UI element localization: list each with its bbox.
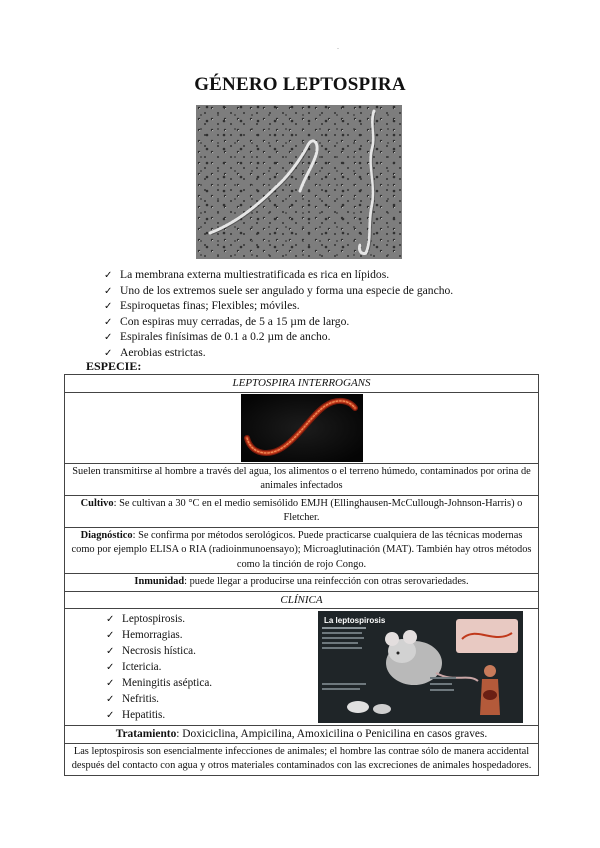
features-list bbox=[104, 267, 453, 361]
checkmark-icon: ✓ bbox=[106, 614, 115, 625]
tratamiento-label: Tratamiento bbox=[115, 728, 177, 740]
list-item: ✓ Aerobias estrictas. bbox=[104, 345, 453, 361]
diagnostico-row bbox=[65, 527, 539, 574]
species-table bbox=[64, 374, 539, 776]
micrograph-image bbox=[196, 105, 402, 259]
cultivo-text: : Se cultivan a 30 °C en el medio semisólido EMJH (Ellinghausen-McCullough-Johnson-Harris) o Fletcher. bbox=[113, 497, 523, 523]
checkmark-icon: ✓ bbox=[104, 270, 113, 281]
list-item: ✓ Ictericia. bbox=[106, 659, 306, 675]
transmission-text: Suelen transmitirse al hombre a través del agua, los alimentos o el terreno húmedo, contaminados por orina de animales infectados bbox=[65, 463, 539, 495]
inmunidad-label: Inmunidad bbox=[134, 576, 185, 587]
diagnostico-label: Diagnóstico bbox=[80, 529, 133, 541]
species-name-header: LEPTOSPIRA INTERROGANS bbox=[65, 375, 539, 393]
cultivo-row bbox=[65, 495, 539, 527]
checkmark-icon: ✓ bbox=[104, 316, 113, 328]
checkmark-icon: ✓ bbox=[106, 710, 115, 721]
infographic-title: La leptospirosis bbox=[324, 616, 386, 625]
checkmark-icon: ✓ bbox=[106, 630, 115, 641]
list-item: ✓ Necrosis hística. bbox=[106, 643, 306, 659]
inmunidad-row bbox=[65, 574, 539, 592]
checkmark-icon: ✓ bbox=[106, 646, 115, 657]
list-item: ✓ La membrana externa multiestratificada es rica en lípidos. bbox=[104, 267, 453, 283]
checkmark-icon: ✓ bbox=[104, 285, 113, 297]
diagnostico-text: : Se confirma por métodos serológicos. Puede practicarse cualquiera de las técnicas modernas como por ejemplo ELISA o RIA (radioinmunoensayo); Microaglutinación (MAT). También hay otros métodos como la tinción de rojo Congo. bbox=[71, 529, 532, 570]
checkmark-icon: ✓ bbox=[106, 694, 115, 705]
list-item: ✓ Espiroquetas finas; Flexibles; móviles. bbox=[104, 298, 453, 314]
tratamiento-row bbox=[65, 726, 539, 744]
checkmark-icon: ✓ bbox=[104, 301, 113, 313]
list-item: ✓ Leptospirosis. bbox=[106, 611, 306, 627]
clinica-content bbox=[65, 609, 539, 726]
conclusion-text: Las leptospirosis son esencialmente infecciones de animales; el hombre las contrae sólo de manera accidental después del contacto con agua y otros materiales contaminados con las excreciones de animales hospedadores. bbox=[65, 743, 539, 775]
infographic-image bbox=[318, 611, 523, 723]
list-item: ✓ Con espiras muy cerradas, de 5 a 15 µm de largo. bbox=[104, 314, 453, 330]
clinica-list bbox=[68, 611, 306, 723]
list-item: ✓ Uno de los extremos suele ser angulado y forma una especie de gancho. bbox=[104, 283, 453, 299]
tratamiento-text: : Doxiciclina, Ampicilina, Amoxicilina o Penicilina en casos graves. bbox=[176, 728, 488, 740]
list-item: ✓ Espirales finísimas de 0.1 a 0.2 µm de ancho. bbox=[104, 329, 453, 345]
bacterium-image-cell bbox=[65, 392, 539, 463]
bacterium-image bbox=[241, 394, 363, 462]
checkmark-icon: ✓ bbox=[104, 347, 113, 359]
list-item: ✓ Hemorragias. bbox=[106, 627, 306, 643]
list-item: ✓ Meningitis aséptica. bbox=[106, 675, 306, 691]
page-title: GÉNERO LEPTOSPIRA bbox=[194, 74, 406, 95]
cultivo-label: Cultivo bbox=[80, 497, 114, 509]
checkmark-icon: ✓ bbox=[106, 678, 115, 689]
inmunidad-text: : puede llegar a producirse una reinfección con otras serovariedades. bbox=[184, 576, 469, 587]
clinica-header: CLÍNICA bbox=[65, 591, 539, 609]
species-label: ESPECIE: bbox=[86, 359, 142, 373]
checkmark-icon: ✓ bbox=[106, 662, 115, 673]
list-item: ✓ Nefritis. bbox=[106, 691, 306, 707]
page-top-mark: - bbox=[337, 46, 339, 52]
list-item: ✓ Hepatitis. bbox=[106, 707, 306, 723]
checkmark-icon: ✓ bbox=[104, 332, 113, 344]
